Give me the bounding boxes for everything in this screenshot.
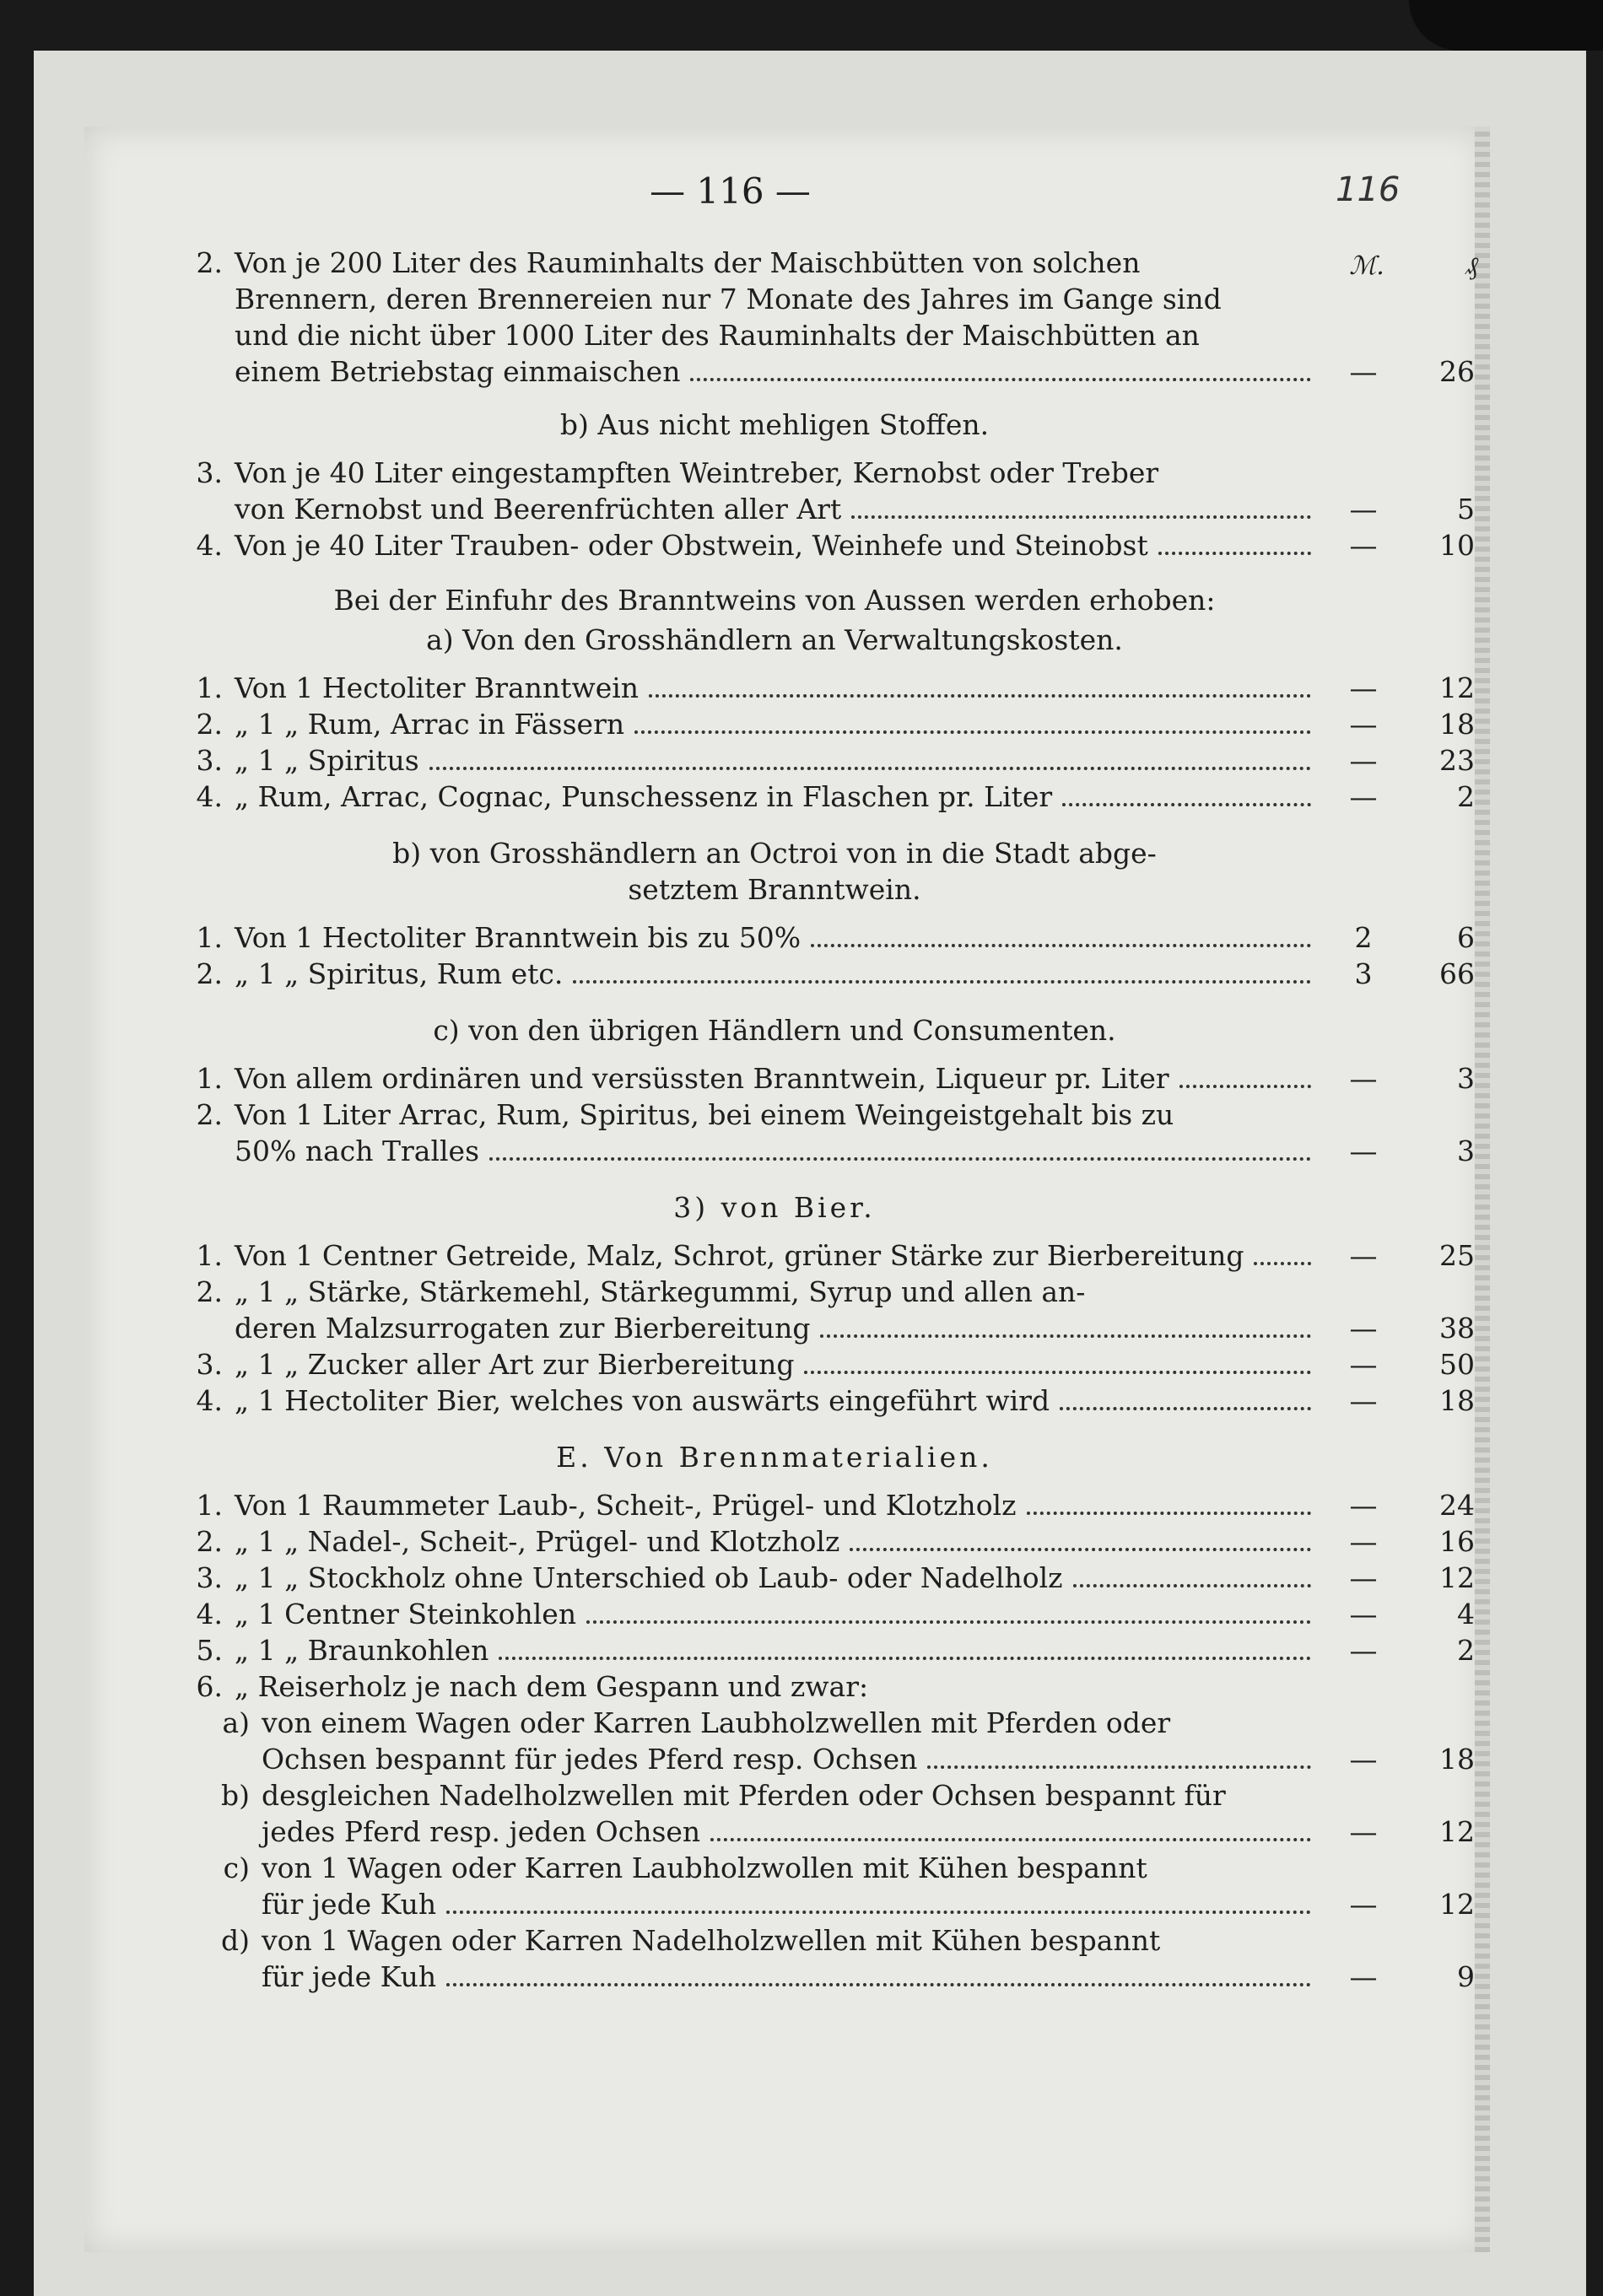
block-nicht-mehlige (175, 455, 1475, 563)
pfennig-value: 12 (1439, 671, 1475, 704)
item-number: 4. (196, 529, 223, 562)
item-text-last-line: jedes Pferd resp. jeden Ochsen (262, 1815, 701, 1848)
dot-leader (1254, 1262, 1311, 1265)
item-number: 4. (196, 1384, 223, 1417)
item-number: 2. (196, 957, 223, 990)
pfennig-value: 26 (1439, 355, 1475, 388)
mark-unit-label: ℳ. (1349, 251, 1384, 281)
item-text-line: „ 1 „ Stärke, Stärkemehl, Stärkegummi, Syrup und allen an- (235, 1275, 1086, 1308)
item-text-last-line: „ 1 Centner Steinkohlen (235, 1598, 577, 1630)
mark-value: — (1349, 1634, 1378, 1667)
item-text-last-line: Von je 40 Liter Trauben- oder Obstwein, Weinhefe und Steinobst (235, 529, 1148, 562)
pfennig-value: 25 (1439, 1239, 1475, 1272)
item-text-last-line: „ 1 Hectoliter Bier, welches von auswärts eingeführt wird (235, 1384, 1050, 1417)
item-text-last-line: „ 1 „ Braunkohlen (235, 1634, 489, 1667)
item-text: „ Reiserholz je nach dem Gespann und zwar: (235, 1670, 869, 1703)
item-text-last-line: Von allem ordinären und versüssten Branntwein, Liqueur pr. Liter (235, 1062, 1169, 1095)
table-row (175, 1523, 1475, 1560)
mark-value: — (1349, 1561, 1378, 1594)
pfennig-value: 2 (1457, 780, 1475, 813)
mark-value: — (1349, 708, 1378, 741)
item-text-line: Brennern, deren Brennereien nur 7 Monate des Jahres im Gange sind (235, 283, 1222, 315)
item-text-line: und die nicht über 1000 Liter des Rauminhalts der Maischbütten an (235, 319, 1200, 352)
mark-value: — (1349, 1062, 1378, 1095)
section-heading-bier: 3) von Bier. (673, 1191, 876, 1224)
pfennig-value: 6 (1457, 921, 1475, 954)
item-text-last-line: für jede Kuh (262, 1888, 437, 1921)
section-heading-octroi (175, 835, 1475, 908)
table-row (175, 317, 1475, 353)
item-text (223, 1133, 1320, 1169)
mark-value: — (1349, 1384, 1378, 1417)
pfennig-value: 23 (1439, 744, 1475, 777)
item-text (223, 956, 1320, 992)
item-text-last-line: „ 1 „ Spiritus, Rum etc. (235, 957, 564, 990)
table-row (175, 1237, 1475, 1274)
item-number: b) (221, 1779, 250, 1812)
mark-value: — (1349, 1348, 1378, 1381)
item-text-last-line: „ 1 „ Nadel-, Scheit-, Prügel- und Klotzholz (235, 1525, 840, 1558)
dot-leader (850, 1548, 1311, 1551)
item-text-last-line: 50% nach Tralles (235, 1135, 480, 1167)
mark-value: 3 (1354, 957, 1373, 990)
item-number: 3. (196, 1561, 223, 1594)
table-row (175, 1060, 1475, 1097)
table-row (175, 1596, 1475, 1632)
binding-corner (1409, 0, 1603, 51)
item-text-line: von 1 Wagen oder Karren Laubholzwollen mit Kühen bespannt (262, 1851, 1147, 1884)
table-row (175, 1487, 1475, 1523)
pfennig-unit-label: ₰ (1465, 251, 1478, 281)
item-text-last-line: Von 1 Raummeter Laub-, Scheit-, Prügel- und Klotzholz (235, 1489, 1017, 1522)
item-number: 2. (196, 1098, 223, 1131)
pfennig-value: 66 (1439, 957, 1475, 990)
item-text (223, 1060, 1320, 1097)
section-heading-a: a) Von den Grosshändlern an Verwaltungskosten. (426, 623, 1123, 656)
item-text (250, 1959, 1320, 1995)
dot-leader (429, 767, 1311, 770)
section-octroi-line-1: b) von Grosshändlern an Octroi von in die Stadt abge- (392, 837, 1157, 870)
pfennig-value: 9 (1457, 1960, 1475, 1993)
section-heading-b: b) Aus nicht mehligen Stoffen. (559, 408, 990, 441)
block-bier (175, 1237, 1475, 1419)
table-row (175, 1959, 1475, 1995)
dot-leader (927, 1765, 1311, 1769)
item-text (223, 1487, 1320, 1523)
item-text-line: Von je 40 Liter eingestampften Weintreber, Kernobst oder Treber (235, 456, 1159, 489)
item-text-line: von 1 Wagen oder Karren Nadelholzwellen mit Kühen bespannt (262, 1924, 1161, 1957)
item-text-last-line: „ Rum, Arrac, Cognac, Punschessenz in Flaschen pr. Liter (235, 780, 1053, 813)
item-text (250, 1814, 1320, 1850)
item-text (223, 1596, 1320, 1632)
item-text (223, 1237, 1320, 1274)
table-row (175, 1922, 1475, 1959)
pfennig-value: 10 (1439, 529, 1475, 562)
pfennig-value: 12 (1439, 1561, 1475, 1594)
mark-value: — (1349, 1135, 1378, 1167)
mark-value: — (1349, 1960, 1378, 1993)
dot-leader (1073, 1584, 1311, 1587)
item-text-last-line: „ 1 „ Rum, Arrac in Fässern (235, 708, 625, 741)
item-number: d) (221, 1924, 250, 1957)
item-text (223, 491, 1320, 527)
pfennig-value: 18 (1439, 1384, 1475, 1417)
dot-leader (446, 1911, 1311, 1914)
mark-value: — (1349, 1598, 1378, 1630)
table-row (175, 1814, 1475, 1850)
table-row (175, 1777, 1475, 1814)
item-text-last-line: „ 1 „ Stockholz ohne Unterschied ob Laub- oder Nadelholz (235, 1561, 1063, 1594)
table-row (175, 1886, 1475, 1922)
table-row (175, 1705, 1475, 1741)
dot-leader (804, 1371, 1311, 1374)
handwritten-page-number: 116 (1336, 170, 1401, 209)
dot-leader (1158, 552, 1311, 555)
table-row (175, 1668, 1475, 1705)
mark-value: — (1349, 1815, 1378, 1848)
mark-value: — (1349, 1239, 1378, 1272)
dot-leader (586, 1620, 1311, 1624)
page-number: — 116 — (650, 170, 811, 212)
dot-leader (710, 1838, 1311, 1841)
item-number: a) (222, 1706, 250, 1739)
item-number: 2. (196, 1275, 223, 1308)
item-text (223, 742, 1320, 779)
item-number: 1. (196, 1062, 223, 1095)
dot-leader (499, 1657, 1311, 1660)
table-row (175, 956, 1475, 992)
table-row (175, 670, 1475, 706)
table-row (175, 1133, 1475, 1169)
table-row (175, 281, 1475, 317)
block-verwaltungskosten (175, 670, 1475, 815)
table-row (175, 1560, 1475, 1596)
dot-leader (573, 980, 1311, 984)
document-page (175, 160, 1478, 2235)
pfennig-value: 18 (1439, 1743, 1475, 1776)
dot-leader (1062, 803, 1311, 806)
item-text-last-line: Von 1 Hectoliter Branntwein bis zu 50% (235, 921, 802, 954)
table-row (175, 1632, 1475, 1668)
item-number: 1. (196, 671, 223, 704)
table-row (175, 1310, 1475, 1346)
block-consumenten (175, 1060, 1475, 1169)
item-number: 1. (196, 1489, 223, 1522)
mark-value: — (1349, 1888, 1378, 1921)
item-text-last-line: von Kernobst und Beerenfrüchten aller Art (235, 493, 842, 525)
block-octroi (175, 919, 1475, 992)
mark-value: — (1349, 1525, 1378, 1558)
mark-value: — (1349, 1312, 1378, 1345)
block-reiserholz (175, 1705, 1475, 1995)
mark-value: 2 (1354, 921, 1373, 954)
import-heading: Bei der Einfuhr des Branntweins von Aussen werden erhoben: (333, 584, 1216, 617)
item-text-last-line: „ 1 „ Spiritus (235, 744, 419, 777)
item-number: c) (223, 1851, 250, 1884)
item-text-last-line: für jede Kuh (262, 1960, 437, 1993)
table-row (175, 353, 1475, 390)
dot-leader (649, 694, 1311, 698)
item-text (223, 919, 1320, 956)
item-text-line: Von je 200 Liter des Rauminhalts der Maischbütten von solchen (235, 246, 1141, 279)
item-text (223, 1523, 1320, 1560)
table-row (175, 245, 1475, 281)
table-row (175, 779, 1475, 815)
dot-leader (634, 730, 1311, 734)
pfennig-value: 5 (1457, 493, 1475, 525)
item-text (223, 670, 1320, 706)
item-text (223, 779, 1320, 815)
table-row (175, 1382, 1475, 1419)
mark-value: — (1349, 493, 1378, 525)
section-heading-brennmaterialien: E. Von Brennmaterialien. (556, 1441, 993, 1474)
section-octroi-line-2: setztem Branntwein. (628, 873, 921, 906)
mark-value: — (1349, 744, 1378, 777)
dot-leader (1027, 1512, 1312, 1515)
item-number: 1. (196, 921, 223, 954)
item-number: 1. (196, 1239, 223, 1272)
pfennig-value: 38 (1439, 1312, 1475, 1345)
table-row (175, 1274, 1475, 1310)
page-edge (1475, 127, 1490, 2252)
item-text (223, 1560, 1320, 1596)
table-row (175, 742, 1475, 779)
item-text (223, 1346, 1320, 1382)
table-row (175, 1741, 1475, 1777)
item-text (250, 1886, 1320, 1922)
item-text (223, 353, 1320, 390)
item-number: 3. (196, 744, 223, 777)
item-text (223, 527, 1320, 563)
table-row (175, 527, 1475, 563)
dot-leader (811, 944, 1311, 947)
mark-value: — (1349, 1743, 1378, 1776)
pfennig-value: 50 (1439, 1348, 1475, 1381)
item-text-line: desgleichen Nadelholzwellen mit Pferden oder Ochsen bespannt für (262, 1779, 1226, 1812)
table-row (175, 491, 1475, 527)
item-number: 2. (196, 1525, 223, 1558)
table-row (175, 706, 1475, 742)
item-text (223, 706, 1320, 742)
item-text-last-line: einem Betriebstag einmaischen (235, 355, 681, 388)
tariff-content (175, 245, 1475, 1995)
block-brennmaterialien (175, 1487, 1475, 1668)
page-header (175, 160, 1475, 228)
item-text (250, 1741, 1320, 1777)
mark-value: — (1349, 355, 1378, 388)
item-text (223, 1310, 1320, 1346)
pfennig-value: 3 (1457, 1135, 1475, 1167)
item-number: 5. (196, 1634, 223, 1667)
item-text-last-line: deren Malzsurrogaten zur Bierbereitung (235, 1312, 811, 1345)
table-row (175, 919, 1475, 956)
item-text-last-line: Von 1 Centner Getreide, Malz, Schrot, grüner Stärke zur Bierbereitung (235, 1239, 1244, 1272)
pfennig-value: 24 (1439, 1489, 1475, 1522)
mark-value: — (1349, 529, 1378, 562)
table-row (175, 1097, 1475, 1133)
mark-value: — (1349, 671, 1378, 704)
item-number: 2. (196, 708, 223, 741)
item-number: 2. (196, 246, 223, 279)
pfennig-value: 12 (1439, 1815, 1475, 1848)
pfennig-value: 18 (1439, 708, 1475, 741)
block-mehlige-stoffe (175, 245, 1475, 390)
item-number: 3. (196, 456, 223, 489)
dot-leader (690, 378, 1311, 381)
dot-leader (1179, 1085, 1311, 1088)
dot-leader (1060, 1407, 1311, 1410)
item-text (223, 1632, 1320, 1668)
mark-value: — (1349, 1489, 1378, 1522)
dot-leader (820, 1334, 1311, 1338)
mark-value: — (1349, 780, 1378, 813)
item-number: 4. (196, 780, 223, 813)
pfennig-value: 16 (1439, 1525, 1475, 1558)
pfennig-value: 3 (1457, 1062, 1475, 1095)
dot-leader (446, 1983, 1311, 1986)
item-text (223, 1382, 1320, 1419)
item-text-last-line: Ochsen bespannt für jedes Pferd resp. Ochsen (262, 1743, 918, 1776)
dot-leader (851, 515, 1311, 519)
item-text-line: Von 1 Liter Arrac, Rum, Spiritus, bei einem Weingeistgehalt bis zu (235, 1098, 1174, 1131)
item-number: 4. (196, 1598, 223, 1630)
pfennig-value: 4 (1457, 1598, 1475, 1630)
table-row (175, 1346, 1475, 1382)
dot-leader (489, 1157, 1311, 1161)
table-row (175, 455, 1475, 491)
item-number: 3. (196, 1348, 223, 1381)
item-text-last-line: „ 1 „ Zucker aller Art zur Bierbereitung (235, 1348, 795, 1381)
item-text-last-line: Von 1 Hectoliter Branntwein (235, 671, 640, 704)
table-row (175, 1850, 1475, 1886)
item-number: 6. (196, 1670, 223, 1703)
item-text-line: von einem Wagen oder Karren Laubholzwellen mit Pferden oder (262, 1706, 1171, 1739)
pfennig-value: 2 (1457, 1634, 1475, 1667)
section-heading-c: c) von den übrigen Händlern und Consumenten. (433, 1014, 1116, 1047)
pfennig-value: 12 (1439, 1888, 1475, 1921)
